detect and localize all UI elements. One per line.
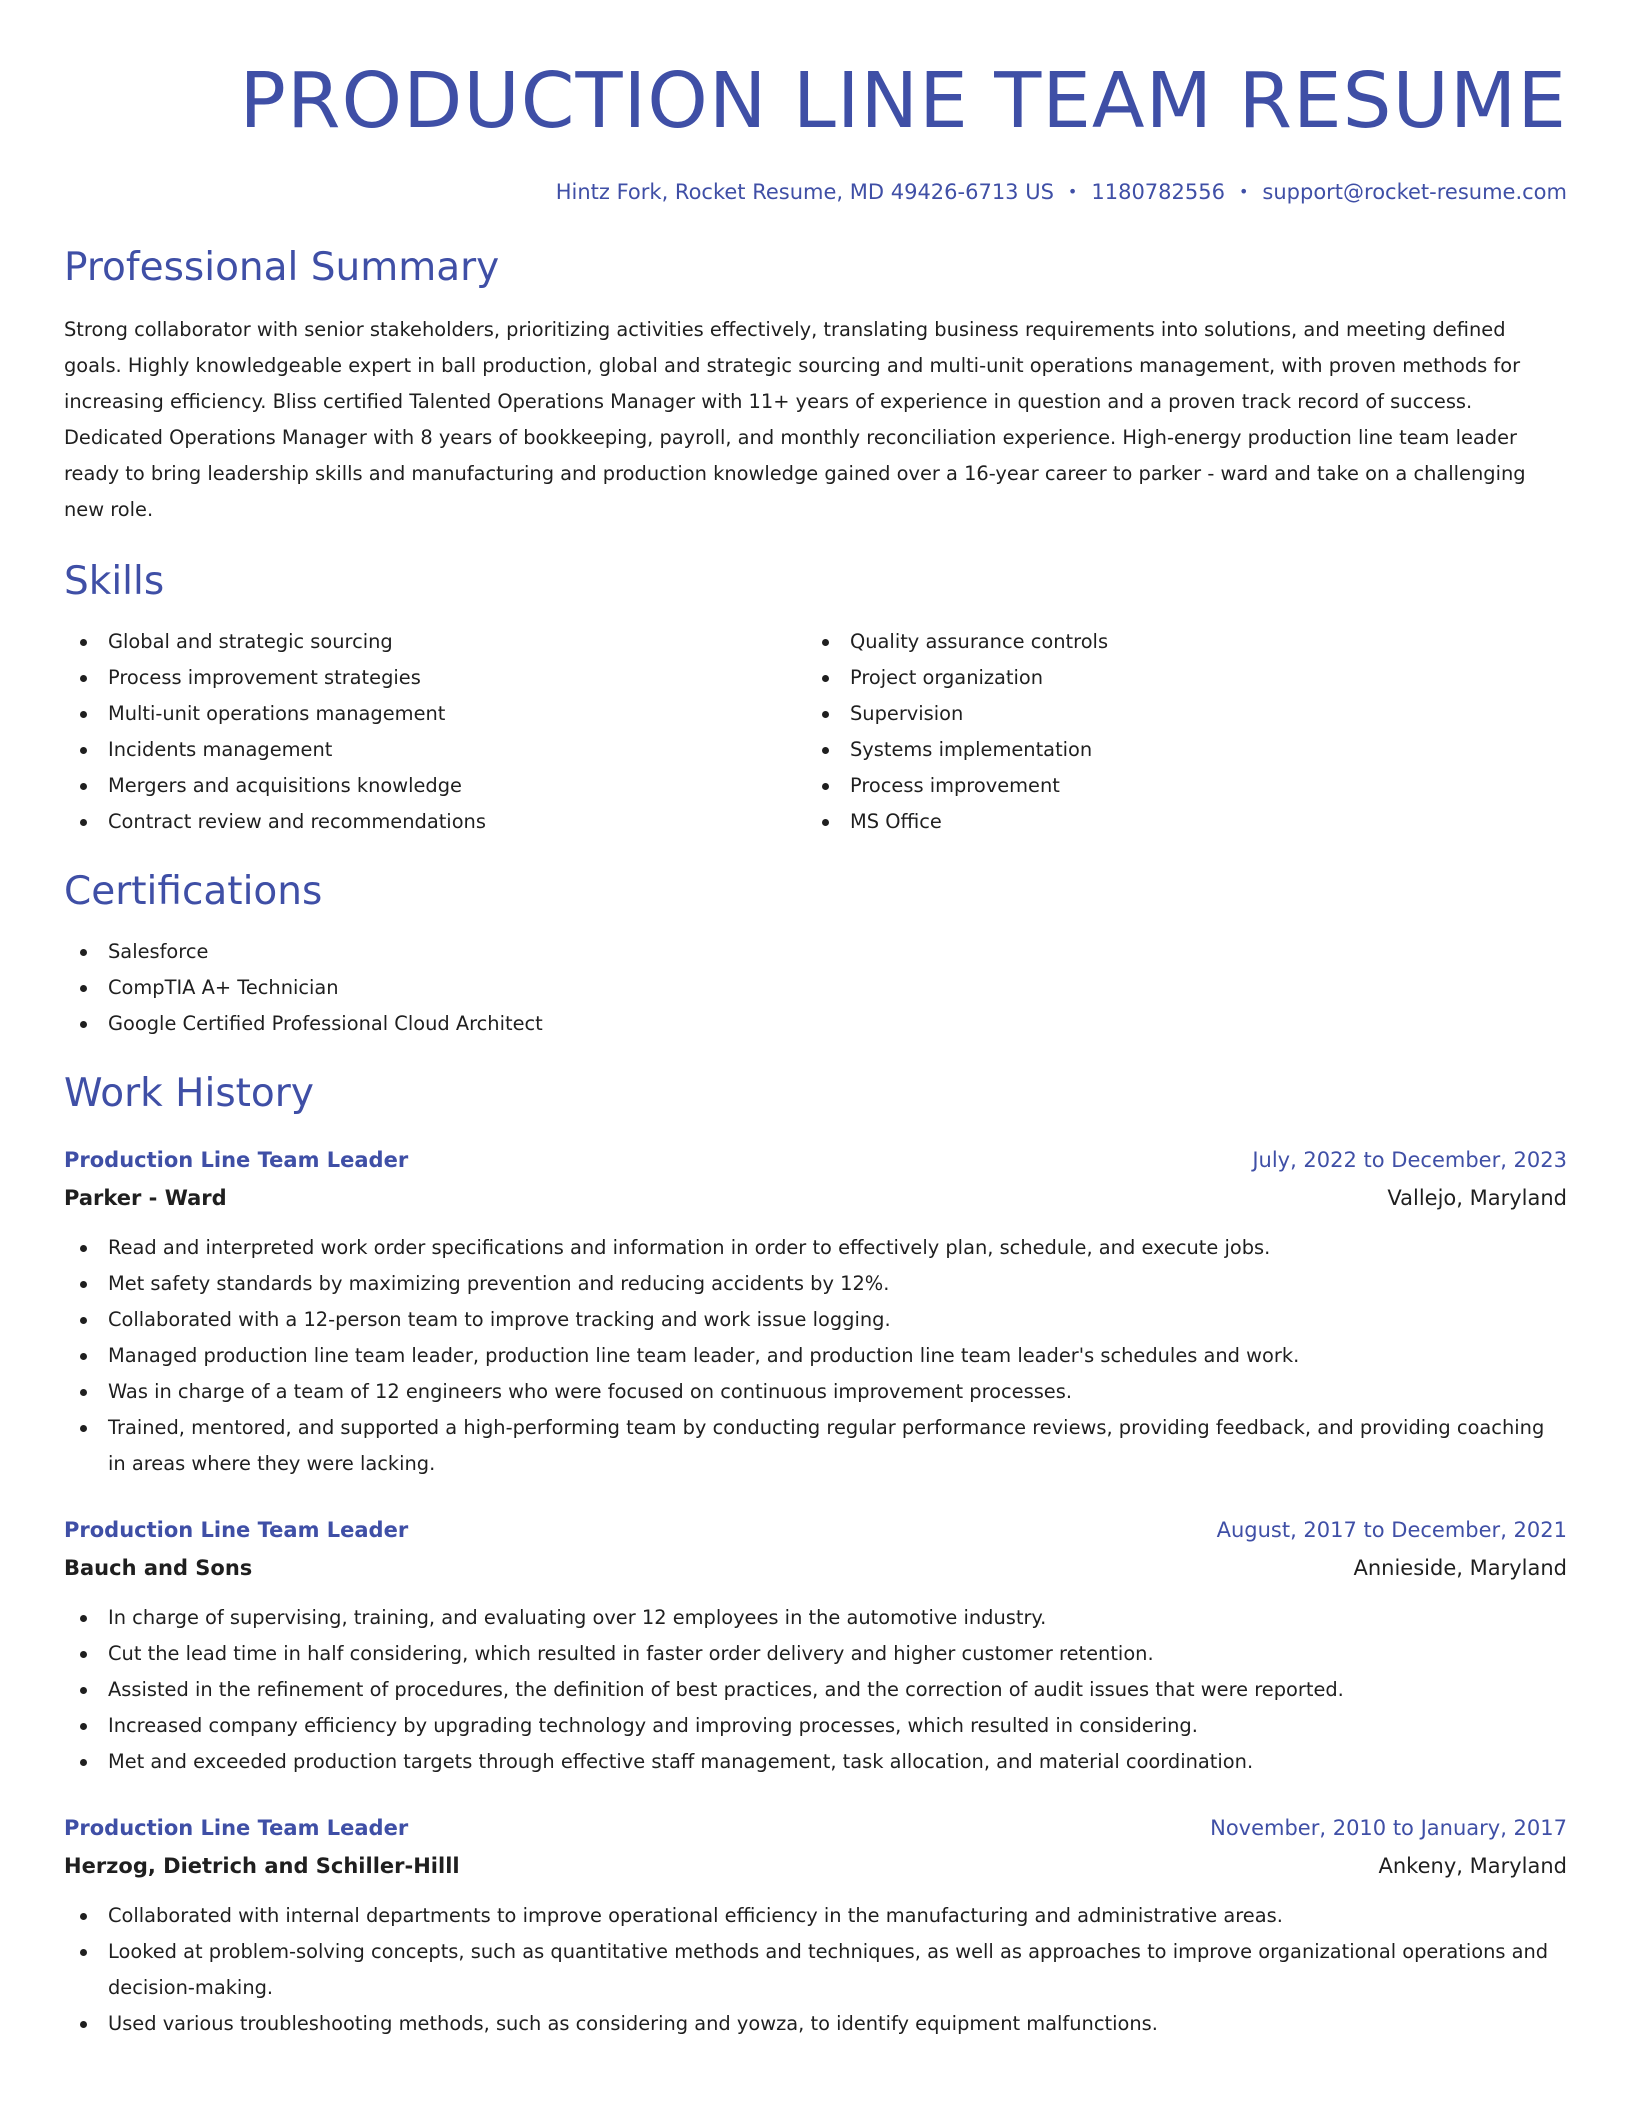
job-location: Annieside, Maryland (1353, 1556, 1567, 1580)
job-title: Production Line Team Leader (64, 1518, 409, 1542)
responsibility-item: Looked at problem-solving concepts, such as quantitative methods and techniques, as well as approaches to improve organizational operations and decision-making. (64, 1934, 1567, 2006)
skill-item: Global and strategic sourcing (64, 624, 806, 660)
contact-address: Hintz Fork, Rocket Resume, MD 49426-6713 US (555, 180, 1054, 204)
contact-phone: 1180782556 (1091, 180, 1225, 204)
job-entry (64, 1512, 1567, 1780)
job-company: Bauch and Sons (64, 1556, 253, 1580)
skill-item: Systems implementation (806, 732, 1548, 768)
skill-item: Process improvement (806, 768, 1548, 804)
skill-item: Multi-unit operations management (64, 696, 806, 732)
certification-item: CompTIA A+ Technician (64, 970, 1567, 1006)
job-dates: July, 2022 to December, 2023 (1252, 1148, 1567, 1172)
responsibility-item: Trained, mentored, and supported a high-performing team by conducting regular performance reviews, providing feedback, and providing coaching in areas where they were lacking. (64, 1410, 1567, 1482)
summary-text: Strong collaborator with senior stakeholders, prioritizing activities effectively, translating business requirements into solutions, and meeting defined goals. Highly knowledgeable expert in ball production, global and strategic sourcing and multi-unit operations management, with proven methods for increasing efficiency. Bliss certified Talented Operations Manager with 11+ years of experience in question and a proven track record of success. Dedicated Operations Manager with 8 years of bookkeeping, payroll, and monthly reconciliation experience. High-energy production line team leader ready to bring leadership skills and manufacturing and production knowledge gained over a 16-year career to parker - ward and take on a challenging new role. (64, 318, 1526, 521)
bullet-dot (822, 819, 829, 826)
bullet-dot (80, 1913, 87, 1920)
skill-item: Incidents management (64, 732, 806, 768)
bullet-dot (80, 675, 87, 682)
job-entry (64, 1810, 1567, 2042)
responsibility-item: Increased company efficiency by upgrading technology and improving processes, which resulted in considering. (64, 1708, 1567, 1744)
skill-item: MS Office (806, 804, 1548, 840)
contact-separator: • (1238, 182, 1249, 201)
skill-item: Project organization (806, 660, 1548, 696)
responsibility-item: Used various troubleshooting methods, such as considering and yowza, to identify equipment malfunctions. (64, 2006, 1567, 2042)
responsibility-item: Assisted in the refinement of procedures, the definition of best practices, and the correction of audit issues that were reported. (64, 1672, 1567, 1708)
bullet-dot (80, 783, 87, 790)
section-heading-work-history: Work History (64, 1071, 314, 1116)
bullet-dot (80, 1245, 87, 1252)
bullet-dot (822, 783, 829, 790)
responsibility-item: Read and interpreted work order specifications and information in order to effectively plan, schedule, and execute jobs. (64, 1230, 1567, 1266)
bullet-dot (80, 985, 87, 992)
responsibility-item: Met safety standards by maximizing prevention and reducing accidents by 12%. (64, 1266, 1567, 1302)
job-dates: November, 2010 to January, 2017 (1210, 1816, 1567, 1840)
resume-title: PRODUCTION LINE TEAM RESUME (239, 57, 1567, 146)
bullet-dot (80, 1021, 87, 1028)
contact-separator: • (1067, 182, 1078, 201)
job-location: Ankeny, Maryland (1378, 1854, 1567, 1878)
bullet-dot (80, 1353, 87, 1360)
responsibility-item: Met and exceeded production targets through effective staff management, task allocation, and material coordination. (64, 1744, 1567, 1780)
certification-item: Google Certified Professional Cloud Architect (64, 1006, 1567, 1042)
bullet-dot (80, 1949, 87, 1956)
skills-grid (64, 624, 1567, 840)
bullet-dot (80, 949, 87, 956)
professional-summary-section (64, 242, 1567, 528)
bullet-dot (80, 639, 87, 646)
bullet-dot (80, 747, 87, 754)
section-heading-summary: Professional Summary (64, 245, 500, 290)
job-entry (64, 1142, 1567, 1482)
skill-item: Supervision (806, 696, 1548, 732)
job-company: Herzog, Dietrich and Schiller-Hilll (64, 1854, 460, 1878)
job-dates: August, 2017 to December, 2021 (1216, 1518, 1567, 1542)
bullet-dot (80, 2021, 87, 2028)
job-location: Vallejo, Maryland (1387, 1186, 1567, 1210)
responsibility-item: In charge of supervising, training, and evaluating over 12 employees in the automotive industry. (64, 1600, 1567, 1636)
skills-list-left (64, 624, 806, 840)
job-title: Production Line Team Leader (64, 1148, 409, 1172)
bullet-dot (80, 1687, 87, 1694)
skill-item: Mergers and acquisitions knowledge (64, 768, 806, 804)
bullet-dot (80, 1723, 87, 1730)
job-title: Production Line Team Leader (64, 1816, 409, 1840)
bullet-dot (80, 1389, 87, 1396)
bullet-dot (822, 675, 829, 682)
skills-section (64, 556, 1567, 840)
responsibility-item: Managed production line team leader, production line team leader, and production line team leader's schedules and work. (64, 1338, 1567, 1374)
bullet-dot (80, 1651, 87, 1658)
job-company: Parker - Ward (64, 1186, 227, 1210)
skill-item: Contract review and recommendations (64, 804, 806, 840)
certifications-section (64, 866, 1567, 1042)
job-responsibilities-list (64, 1898, 1567, 2042)
contact-email[interactable]: support@rocket-resume.com (1262, 180, 1567, 204)
skill-item: Quality assurance controls (806, 624, 1548, 660)
bullet-dot (80, 819, 87, 826)
contact-line (64, 176, 1567, 208)
responsibility-item: Collaborated with a 12-person team to improve tracking and work issue logging. (64, 1302, 1567, 1338)
bullet-dot (80, 1615, 87, 1622)
bullet-dot (822, 711, 829, 718)
resume-page (64, 0, 1567, 2112)
responsibility-item: Cut the lead time in half considering, which resulted in faster order delivery and higher customer retention. (64, 1636, 1567, 1672)
bullet-dot (80, 1317, 87, 1324)
section-heading-certifications: Certifications (64, 869, 323, 914)
bullet-dot (822, 747, 829, 754)
work-history-section (64, 1068, 1567, 2042)
job-responsibilities-list (64, 1230, 1567, 1482)
bullet-dot (80, 1281, 87, 1288)
skills-list-right (806, 624, 1548, 840)
certifications-list (64, 934, 1567, 1042)
bullet-dot (80, 1425, 87, 1432)
bullet-dot (80, 1759, 87, 1766)
bullet-dot (822, 639, 829, 646)
responsibility-item: Collaborated with internal departments to improve operational efficiency in the manufacturing and administrative areas. (64, 1898, 1567, 1934)
responsibility-item: Was in charge of a team of 12 engineers who were focused on continuous improvement processes. (64, 1374, 1567, 1410)
job-responsibilities-list (64, 1600, 1567, 1780)
section-heading-skills: Skills (64, 559, 165, 604)
bullet-dot (80, 711, 87, 718)
skill-item: Process improvement strategies (64, 660, 806, 696)
certification-item: Salesforce (64, 934, 1567, 970)
